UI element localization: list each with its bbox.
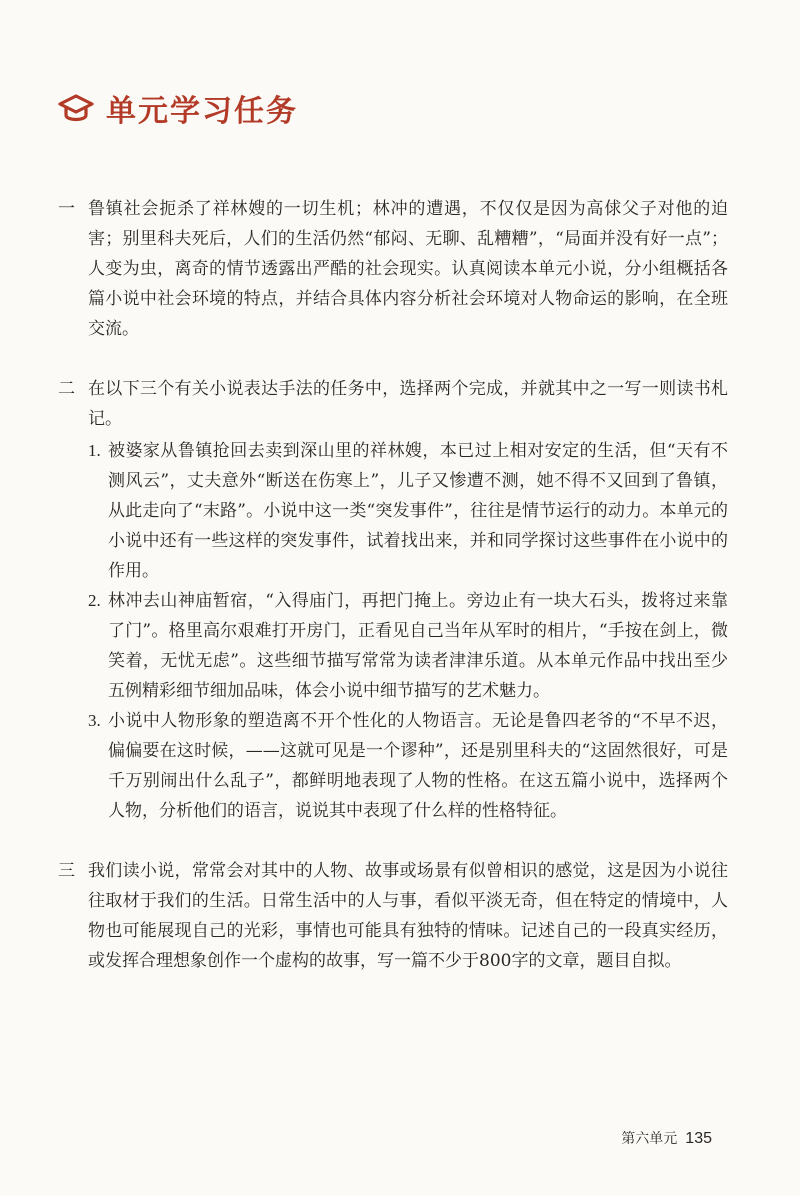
subtask-text: 小说中人物形象的塑造离不开个性化的人物语言。无论是鲁四老爷的“不早不迟，偏偏要在这时候，——这就可见是一个谬种”，还是别里科夫的“这固然很好，可是千万别闹出什么乱子”，都鲜明地表现了人物的性格。在这五篇小说中，选择两个人物，分析他们的语言，说说其中表现了什么样的性格特征。 xyxy=(108,711,728,821)
page-number: 135 xyxy=(685,1130,712,1147)
task-text: 我们读小说，常常会对其中的人物、故事或场景有似曾相识的感觉，这是因为小说往往取材于我们的生活。日常生活中的人与事，看似平淡无奇，但在特定的情境中，人物也可能展现自己的光彩，事情也可能具有独特的情味。记述自己的一段真实经历，或发挥合理想象创作一个虚构的故事，写一篇不少于800字的文章，题目自拟。 xyxy=(88,861,728,971)
subtask-number: 3. xyxy=(88,711,101,730)
task-body xyxy=(88,374,728,826)
page-header xyxy=(58,86,298,130)
task-item-2 xyxy=(58,374,728,826)
task-item-1 xyxy=(58,194,728,344)
graduation-cap-icon xyxy=(58,90,94,126)
task-text: 鲁镇社会扼杀了祥林嫂的一切生机；林冲的遭遇，不仅仅是因为高俅父子对他的迫害；别里科夫死后，人们的生活仍然“郁闷、无聊、乱糟糟”，“局面并没有好一点”；人变为虫，离奇的情节透露出严酷的社会现实。认真阅读本单元小说，分小组概括各篇小说中社会环境的特点，并结合具体内容分析社会环境对人物命运的影响，在全班交流。 xyxy=(88,199,728,339)
subtask-text: 被婆家从鲁镇抢回去卖到深山里的祥林嫂，本已过上相对安定的生活，但“天有不测风云”，丈夫意外“断送在伤寒上”，儿子又惨遭不测，她不得不又回到了鲁镇，从此走向了“末路”。小说中这一类“突发事件”，往往是情节运行的动力。本单元的小说中还有一些这样的突发事件，试着找出来，并和同学探讨这些事件在小说中的作用。 xyxy=(108,441,728,581)
unit-label: 第六单元 xyxy=(621,1131,678,1147)
subtask-number: 2. xyxy=(88,591,101,610)
subtask-number: 1. xyxy=(88,441,101,460)
subtask-text: 林冲去山神庙暂宿，“入得庙门，再把门掩上。旁边止有一块大石头，拨将过来靠了门”。格里高尔艰难打开房门，正看见自己当年从军时的相片，“手按在剑上，微笑着，无忧无虑”。这些细节描写常常为读者津津乐道。从本单元作品中找出至少五例精彩细节细加品味，体会小说中细节描写的艺术魅力。 xyxy=(108,591,728,701)
task-number: 二 xyxy=(58,379,75,399)
subtask-item-1 xyxy=(88,436,728,586)
task-number: 一 xyxy=(58,199,75,219)
subtask-item-2 xyxy=(88,586,728,706)
task-list xyxy=(58,194,728,976)
task-item-3 xyxy=(58,856,728,976)
subtask-list xyxy=(88,436,728,826)
page-footer xyxy=(621,1128,712,1148)
page-title: 单元学习任务 xyxy=(106,94,298,129)
task-text: 在以下三个有关小说表达手法的任务中，选择两个完成，并就其中之一写一则读书札记。 xyxy=(88,379,728,429)
subtask-item-3 xyxy=(88,706,728,826)
task-number: 三 xyxy=(58,861,75,881)
